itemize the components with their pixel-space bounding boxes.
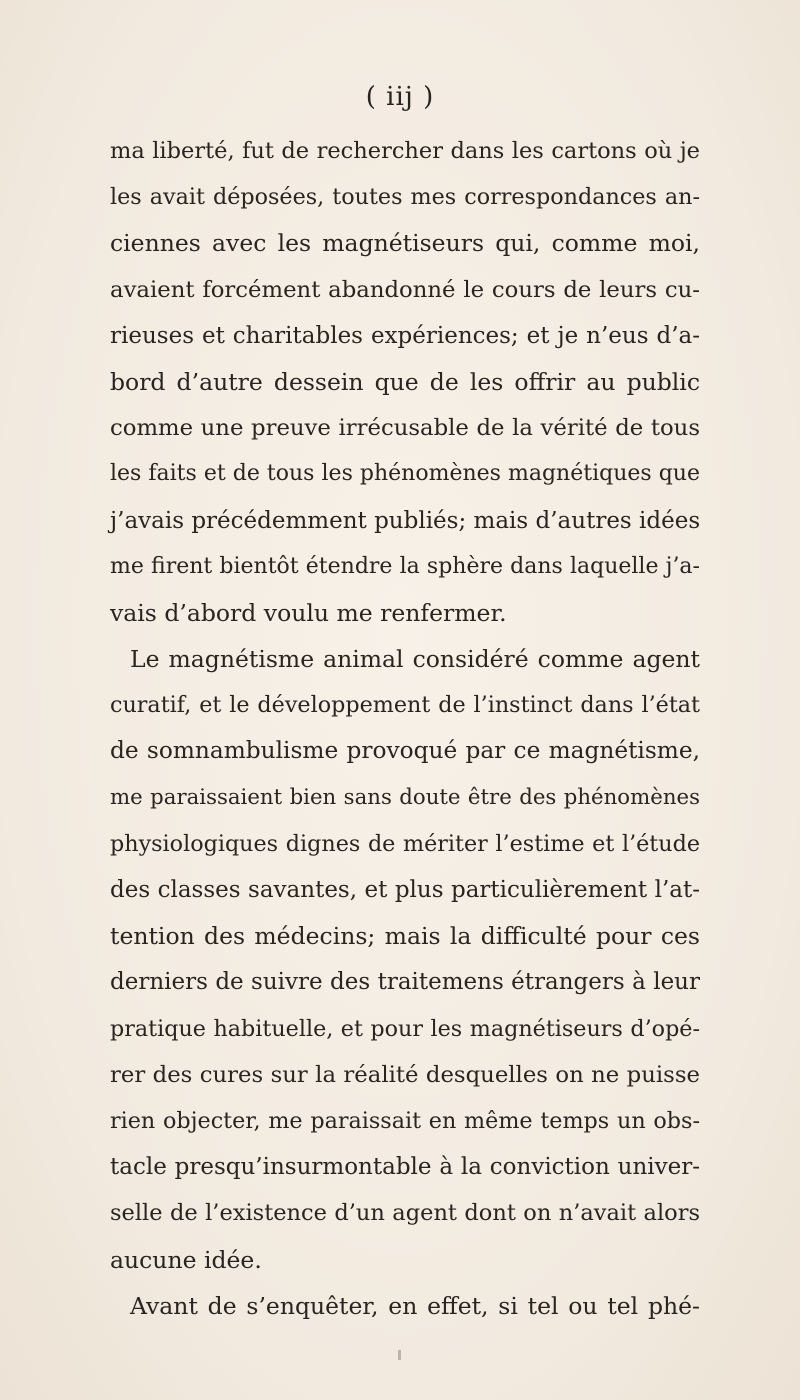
body-text	[110, 128, 700, 1329]
text-line: vais d’abord voulu me renfermer.	[110, 598, 507, 627]
text-line: bord d’autre dessein que de les offrir au public	[110, 367, 700, 396]
text-line: les avait déposées, toutes mes correspondances an-	[110, 184, 700, 211]
text-line: selle de l’existence d’un agent dont on n’avait alors	[110, 1200, 700, 1227]
text-line: Le magnétisme animal considéré comme agent	[130, 645, 700, 674]
text-line: rien objecter, me paraissait en même temps un obs-	[110, 1107, 700, 1134]
text-line: des classes savantes, et plus particulièrement l’at-	[110, 877, 700, 903]
text-line: Avant de s’enquêter, en effet, si tel ou tel phé-	[130, 1291, 700, 1320]
text-line: curatif, et le développement de l’instinct dans l’état	[110, 692, 700, 719]
text-line: pratique habituelle, et pour les magnétiseurs d’opé-	[110, 1015, 700, 1042]
text-line: aucune idée.	[110, 1245, 262, 1274]
text-line: tention des médecins; mais la difficulté pour ces	[110, 922, 700, 951]
text-line: de somnambulisme provoqué par ce magnétisme,	[110, 737, 700, 765]
text-line: physiologiques dignes de mériter l’estime et l’étude	[110, 830, 700, 857]
text-line: rieuses et charitables expériences; et je n’eus d’a-	[110, 322, 700, 349]
paper-speck	[398, 1350, 401, 1360]
page-number: ( iij )	[365, 82, 435, 112]
text-line: ma liberté, fut de rechercher dans les cartons où je	[110, 138, 700, 164]
text-line: les faits et de tous les phénomènes magnétiques que	[110, 461, 700, 487]
text-line: rer des cures sur la réalité desquelles on ne puisse	[110, 1061, 700, 1088]
text-line: comme une preuve irrécusable de la vérité de tous	[110, 415, 700, 442]
text-line: j’avais précédemment publiés; mais d’autres idées	[110, 507, 701, 534]
text-line: tacle presqu’insurmontable à la conviction univer-	[110, 1154, 700, 1181]
text-line: me firent bientôt étendre la sphère dans laquelle j’a-	[110, 553, 700, 579]
text-line: ciennes avec les magnétiseurs qui, comme moi,	[110, 229, 700, 258]
text-line: me paraissaient bien sans doute être des phénomènes	[110, 784, 700, 810]
text-line: derniers de suivre des traitemens étrangers à leur	[110, 969, 700, 996]
text-line: avaient forcément abandonné le cours de leurs cu-	[110, 276, 700, 303]
